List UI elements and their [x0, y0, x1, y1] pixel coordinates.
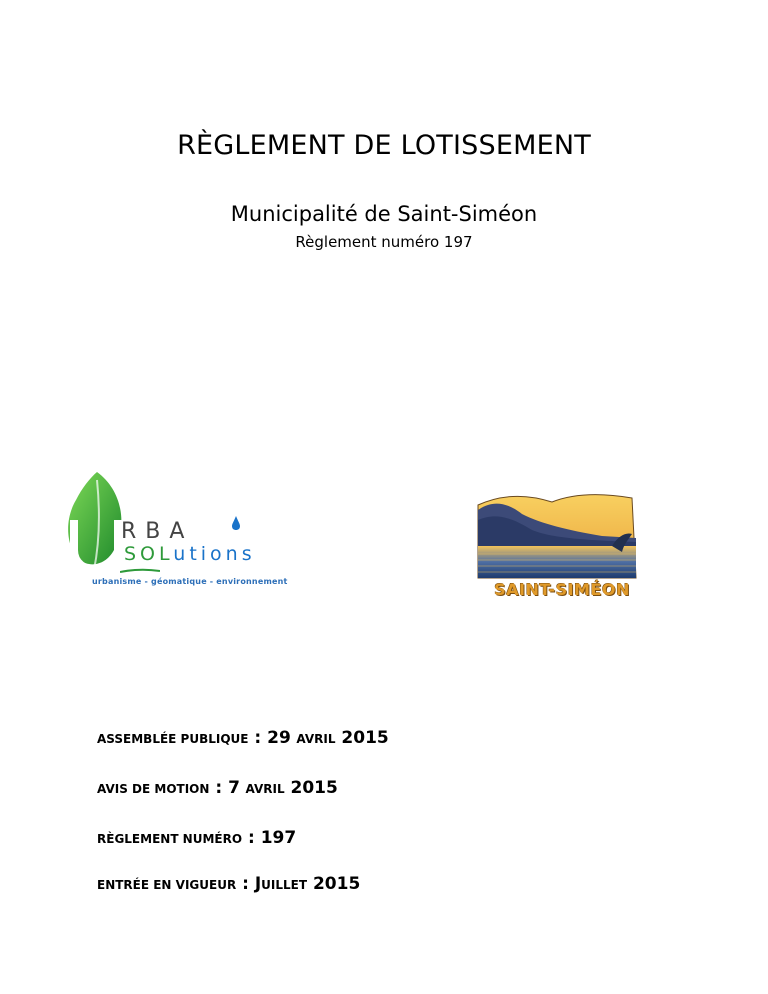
info-day: 7 [228, 778, 240, 798]
municipality-name: Municipalité de Saint-Siméon [230, 202, 538, 226]
solutions-sol: SOL [124, 543, 174, 565]
info-year: 2015 [284, 778, 338, 798]
info-month-rest: UILLET [261, 878, 308, 892]
regulation-number-line: Règlement numéro 197 [295, 233, 473, 251]
notice-of-motion-line [97, 778, 338, 798]
solutions-wordmark [124, 543, 256, 565]
info-year: 2015 [307, 874, 361, 894]
regulation-number-info-line [97, 828, 296, 848]
landscape-emblem [472, 490, 652, 580]
logo-underline [120, 568, 160, 574]
info-label: ASSEMBLÉE PUBLIQUE [97, 732, 249, 746]
info-sep: : [209, 778, 229, 798]
info-month-initial: J [254, 874, 262, 894]
info-sep: : [236, 874, 255, 894]
info-day: 29 [267, 728, 291, 748]
urba-tagline: urbanisme - géomatique - environnement [92, 577, 288, 586]
urba-solutions-logo [62, 470, 302, 600]
info-month: AVRIL [296, 732, 336, 746]
info-label: RÈGLEMENT NUMÉRO [97, 832, 243, 846]
info-sep: : [242, 828, 261, 848]
saint-simeon-logo [472, 490, 652, 605]
urba-wordmark: RBA [121, 519, 194, 544]
document-title: RÈGLEMENT DE LOTISSEMENT [177, 130, 591, 161]
info-label: AVIS DE MOTION [97, 782, 210, 796]
water-drop-icon [231, 515, 241, 531]
info-year: 2015 [335, 728, 389, 748]
solutions-rest: utions [173, 543, 256, 565]
info-value: 197 [260, 828, 297, 848]
info-sep: : [248, 728, 268, 748]
info-month: AVRIL [245, 782, 285, 796]
saint-simeon-wordmark: SAINT-SIMÉON [494, 580, 630, 599]
public-assembly-line [97, 728, 389, 748]
info-label: ENTRÉE EN VIGUEUR [97, 878, 237, 892]
effective-date-line [97, 874, 360, 894]
